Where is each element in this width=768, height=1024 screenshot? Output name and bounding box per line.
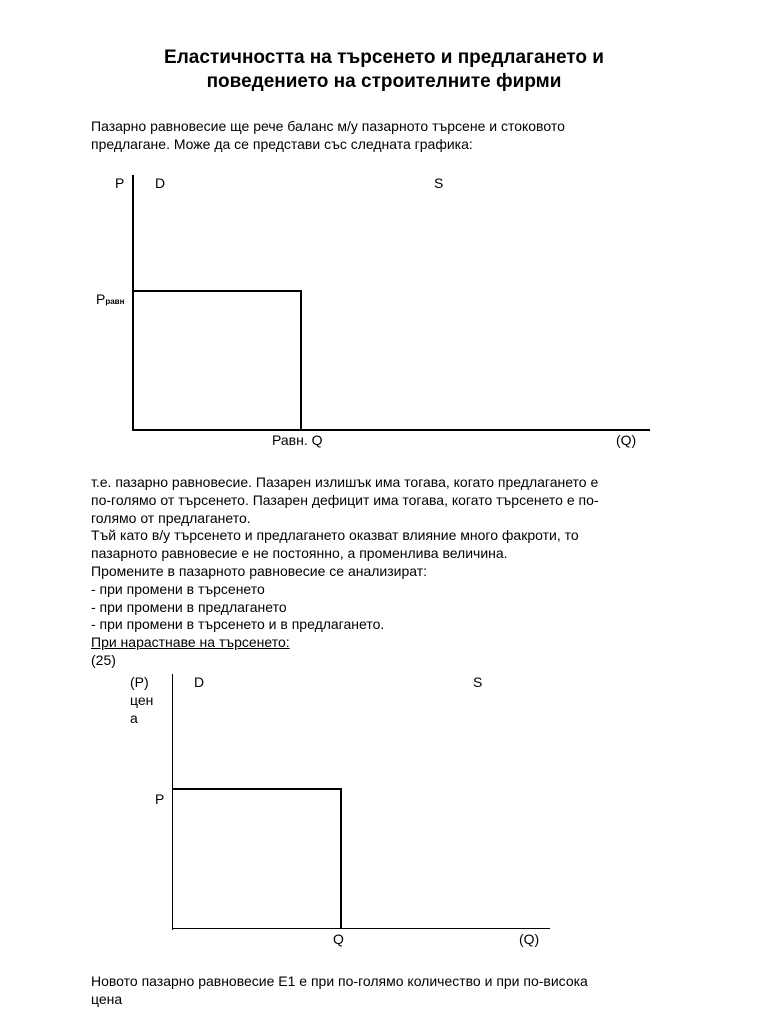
chart1-eq-price-sub: равн [105,297,125,306]
chart2-demand-label: D [194,674,205,690]
body-line-10 [91,634,681,670]
conclusion-paragraph [91,973,681,1009]
conclusion-line-2: цена [91,990,123,1007]
chart2-price-axis-label: (P) [130,674,149,690]
chart1-equilibrium-quantity-label: Равн. Q [272,432,323,448]
chart2-quantity-axis-label: (Q) [519,931,540,947]
intro-line-2: предлагане. Може да се представи със следната графика: [91,135,473,152]
title-line-2: поведението на строителните фирми [206,71,562,92]
intro-paragraph [91,118,681,154]
body-line-7: - при промени в търсенето [91,580,265,597]
chart2-x-axis [172,928,550,929]
chart1-price-axis-label: P [115,175,125,191]
chart1-demand-label: D [155,175,166,191]
body-line-9: - при промени в търсенето и в предлагането. [91,616,385,633]
chart1-equilibrium-price-line [132,290,302,292]
chart2-cena-label-part2: а [130,710,138,726]
body-line-2: по-голямо от търсенето. Пазарен дефицит има тогава, когато търсенето е по- [91,491,599,508]
chart2-equilibrium-quantity-line [340,788,342,929]
chart1-x-axis [132,429,650,431]
chart1-supply-label: S [434,175,444,191]
chart1-eq-price-main: P [96,291,106,307]
chart2-cena-label-part1: цен [130,692,154,708]
figure-reference: (25) [91,651,116,668]
page-title [0,46,768,94]
body-line-4: Тъй като в/у търсенето и предлагането оказват влияние много факроти, то [91,527,579,544]
body-line-8: - при промени в предлагането [91,598,287,615]
conclusion-line-1: Новото пазарно равновесие Е1 е при по-голямо количество и при по-висока [91,973,588,989]
body-line-3: голямо от предлагането. [91,509,251,526]
title-line-1: Еластичността на търсенето и предлагането и [164,47,604,68]
chart1-y-axis [132,175,134,431]
body-line-5: пазарното равновесие е не постоянно, а променлива величина. [91,545,508,562]
section-heading-demand-increase: При нарастнаве на търсенето: [91,634,290,651]
chart2-equilibrium-quantity-label: Q [333,931,344,947]
chart1-equilibrium-quantity-line [300,290,302,431]
chart2-y-axis [172,674,173,930]
chart2-equilibrium-price-line [172,788,342,790]
chart1-equilibrium-price-label [96,291,124,310]
body-line-1: т.е. пазарно равновесие. Пазарен излишък има тогава, когато предлагането е [91,474,599,490]
chart1-quantity-axis-label: (Q) [616,432,637,448]
body-line-6: Промените в пазарното равновесие се анализират: [91,562,428,579]
intro-line-1: Пазарно равновесие ще рече баланс м/у пазарното търсене и стоковото [91,118,565,134]
chart2-supply-label: S [473,674,483,690]
chart2-equilibrium-price-label: P [155,791,165,807]
body-paragraph [91,474,681,670]
